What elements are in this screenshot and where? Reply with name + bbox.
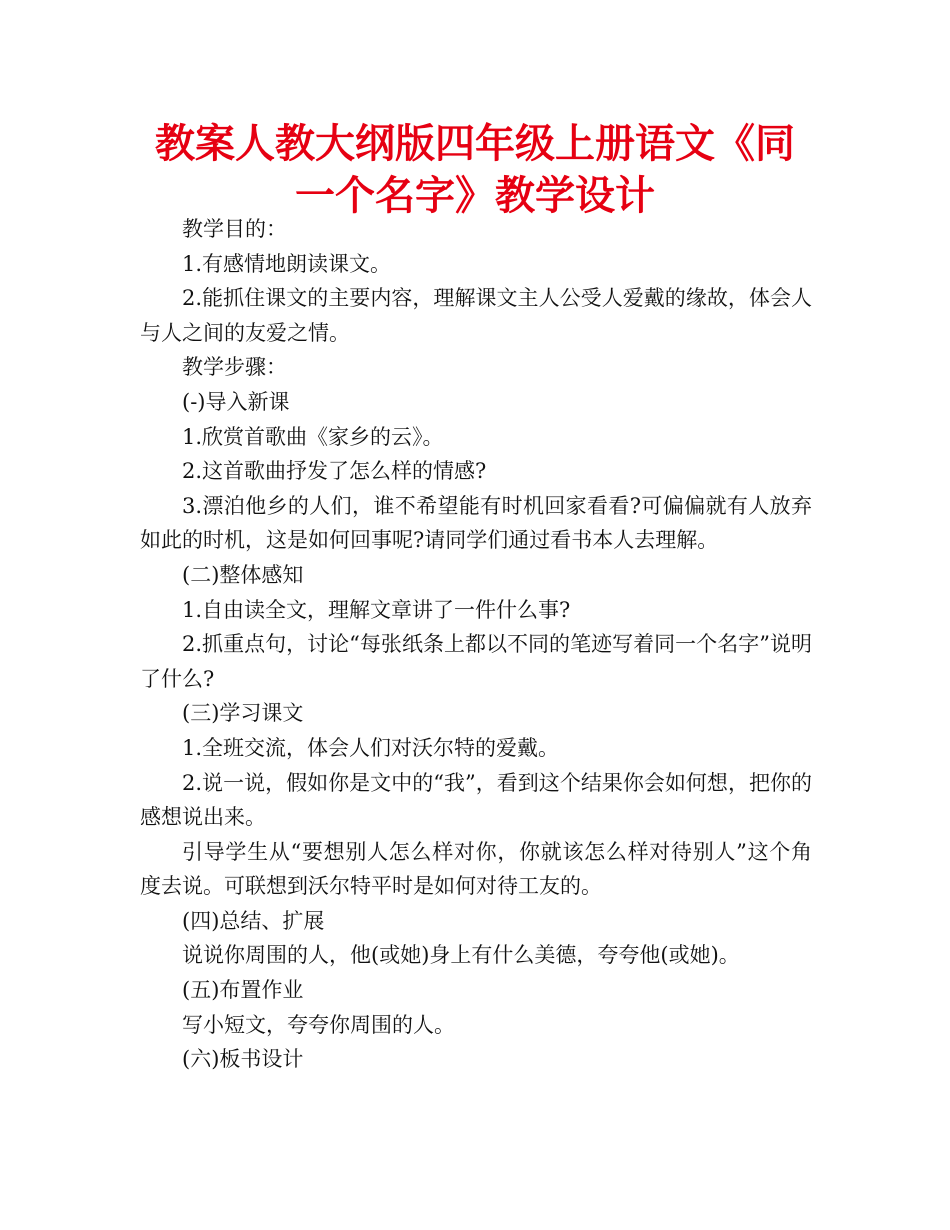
paragraph-objective-1: 1.有感情地朗读课文。 [182,251,392,276]
paragraph-section-3-item-2: 2.说一说，假如你是文中的“我”，看到这个结果你会如何想，把你的感想说出来。 [140,770,812,830]
paragraph-objectives-heading: 教学目的： [182,217,287,241]
paragraph-section-2-item-2: 2.抓重点句，讨论“每张纸条上都以不同的笔迹写着同一个名字”说明了什么? [140,632,812,691]
paragraph-section-1-heading: (-)导入新课 [182,389,290,414]
paragraph-section-5-heading: (五)布置作业 [182,978,304,1003]
paragraph-section-6-heading: (六)板书设计 [182,1047,304,1072]
paragraph-section-5-item: 写小短文，夸夸你周围的人。 [182,1012,455,1037]
paragraph-section-3-heading: (三)学习课文 [182,701,304,726]
paragraph-section-1-item-1: 1.欣赏首歌曲《家乡的云》。 [182,424,444,449]
document-body [140,212,812,1077]
paragraph-section-4-heading: (四)总结、扩展 [182,908,325,933]
document-title: 教案人教大纲版四年级上册语文《同一个名字》教学设计 [155,121,795,219]
paragraph-section-1-item-2: 2.这首歌曲抒发了怎么样的情感? [182,459,487,484]
paragraph-section-3-guidance: 引导学生从“要想别人怎么样对你，你就该怎么样对待别人”这个角度去说。可联想到沃尔特平时是如何对待工友的。 [140,839,812,899]
paragraph-section-2-item-1: 1.自由读全文，理解文章讲了一件什么事? [182,597,571,622]
paragraph-steps-heading: 教学步骤： [182,355,287,380]
paragraph-objective-2: 2.能抓住课文的主要内容，理解课文主人公受人爱戴的缘故，体会人与人之间的友爱之情。 [140,286,812,345]
paragraph-section-4-item: 说说你周围的人，他(或她)身上有什么美德，夸夸他(或她)。 [182,943,740,968]
paragraph-section-2-heading: (二)整体感知 [182,562,304,587]
paragraph-section-1-item-3: 3.漂泊他乡的人们，谁不希望能有时机回家看看?可偏偏就有人放弃如此的时机，这是如何回事呢?请同学们通过看书本人去理解。 [140,493,812,553]
paragraph-section-3-item-1: 1.全班交流，体会人们对沃尔特的爱戴。 [182,735,560,760]
